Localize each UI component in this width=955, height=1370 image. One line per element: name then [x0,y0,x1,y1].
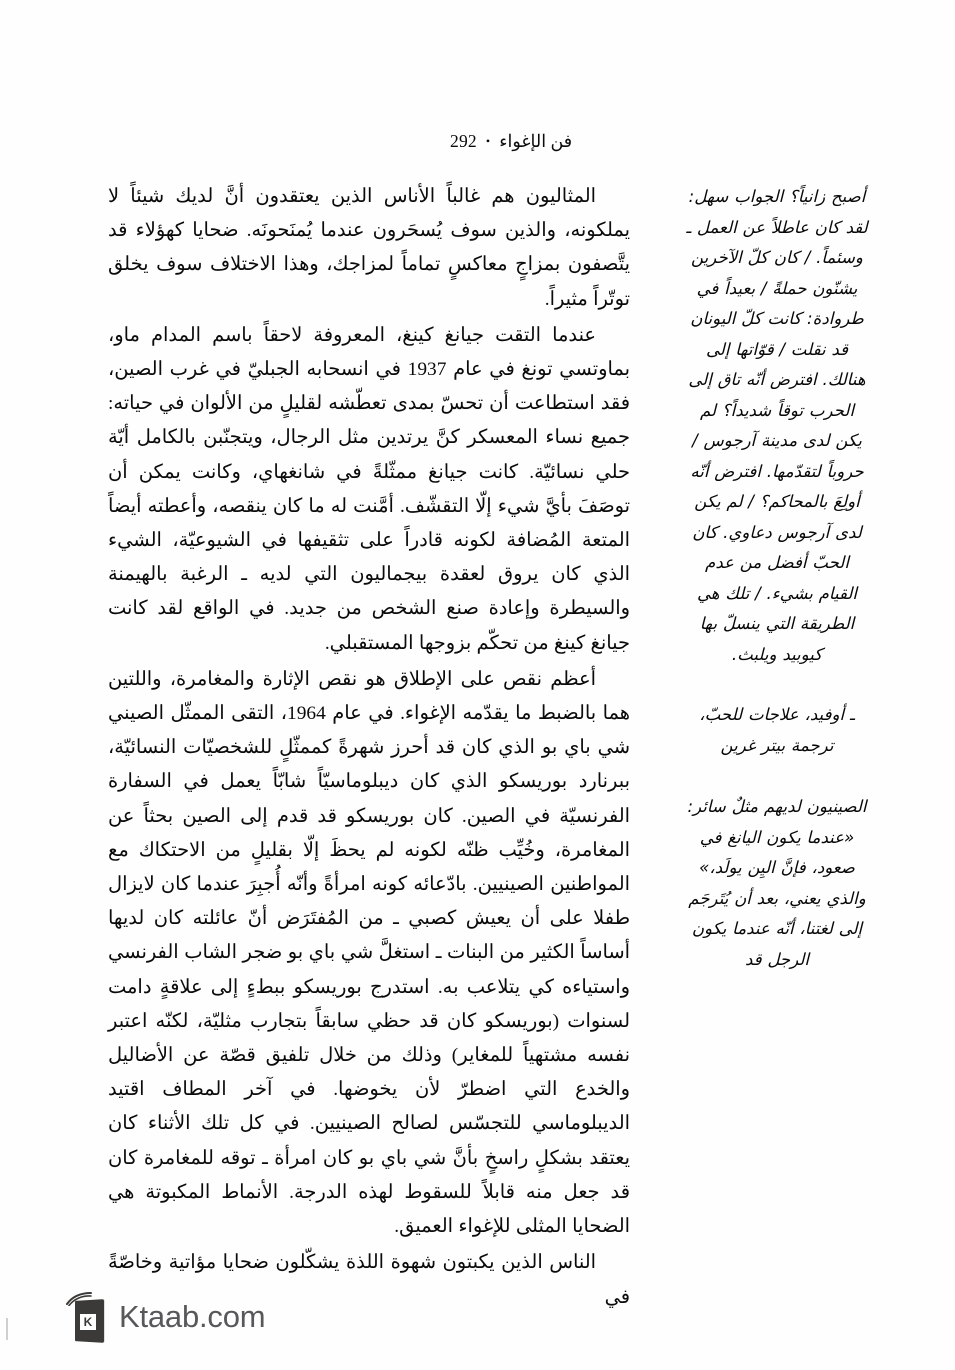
watermark-site-name: Ktaab.com [119,1298,266,1334]
running-header [450,131,870,152]
margin-quote-column [684,182,870,975]
page-number: 292 [450,131,477,151]
logo-letter: K [80,1314,96,1330]
book-logo-icon [66,1290,108,1342]
site-watermark [66,1290,265,1342]
margin-quote-attribution: ـ أوفيد، علاجات للحبّ، ترجمة بيتر غرين [699,705,855,755]
paragraph: عندما التقت جيانغ كينغ، المعروفة لاحقاً باسم المدام ماو، بماوتسي تونغ في عام 1937 في انسحابه الجبليّ في غرب الصين، فقد استطاعت أن تحسّ بمدى تعطّشه لقليلٍ من الألوان في حياته: جميع نساء المعسكر كنَّ يرتدين مثل الرجال، ويتجنّبن بالكامل أيّة حلي نسائيّة. كانت جيانغ ممثّلةً في شانغهاي، وكانت يمكن أن توصَفَ بأيَّ شيء إلّا التقشّف. أمَّنت له ما كان ينقصه، وأعطته أيضاً المتعة المُضافة لكونه قادراً على تثقيفها في الشيوعيّة، الشيء الذي كان يروق لعقدة بيجماليون التي لديه ـ الرغبة بالهيمنة والسيطرة وإعادة صنع الشخص من جديد. في الواقع لقد كانت جيانغ كينغ من تحكّم بزوجها المستقبلي. [108,324,630,654]
page-edge-tick [6,1318,8,1340]
page-body [85,180,870,1308]
paragraph: أعظم نقص على الإطلاق هو نقص الإثارة والمغامرة، واللتين هما بالضبط ما يقدّمه الإغواء. في عام 1964، التقى الممثّل الصيني شي باي بو الذي كان قد أحرز شهرةً كممثّلٍ للشخصيّات النسائيّة، ببرنارد بوريسكو الذي كان ديبلوماسيّاً شابّاً يعمل في السفارة الفرنسيّة في الصين. كان بوريسكو قد قدم إلى الصين بحثاً عن المغامرة، وخُيِّب ظنّه لكونه لم يحظَ إلّا بقليلٍ من الاحتكاك مع المواطنين الصينيين. بادّعائه كونه امرأةً وأنّه أُجبِرَ عندما كان لايزال طفلا على أن يعيش كصبي ـ من المُفتَرَض أنّ عائلته كان لديها أساساً الكثير من البنات ـ استغلَّ شي باي بو ضجر الشاب الفرنسي واستياءه كي يتلاعب به. استدرج بوريسكو ببطءٍ إلى علاقةٍ دامت لسنوات (بوريسكو كان قد حظي سابقاً بتجارب مثليّة، لكنّه اعتبر نفسه مشتهياً للمغاير) وذلك من خلال تلفيق قصّة عن الأضاليل والخدع التي اضطرّ لأن يخوضها. في آخر المطاف اقتيد الديبلوماسي للتجسّس لصالح الصينيين. في كل تلك الأثناء كان يعتقد بشكلٍ راسخٍ بأنَّ شي باي بو كان امرأة ـ توقه للمغامرة كان قد جعل منه قابلاً للسقوط لهذه الدرجة. الأنماط المكبوتة هي الضحايا المثلى للإغواء العميق. [108,668,630,1238]
margin-quote-text: أصبح زانياً؟ الجواب سهل: لقد كان عاطلاً عن العمل ـ وسئماً. / كان كلّ الآخرين يشنّون حملةً / بعيداً في طروادة: كانت كلّ اليونان قد نقلت / قوّاتها إلى هنالك. افترض أنّه تاق إلى الحرب توقاً شديداً؟ لم يكن لدى مدينة آرجوس / حروباً لتقدّمها. افترض أنّه أولِعَ بالمحاكم؟ / لم يكن لدى آرجوس دعاوي. كان الحبّ أفضل من عدم القيام بشيء. / تلك هي الطريقة التي ينسلّ بها كيوبيد ويلبث. [686,187,868,664]
main-text-column [108,180,630,1317]
header-separator-bullet: • [485,133,491,148]
running-header-inner [450,131,572,152]
paragraph: المثاليون هم غالباً الأناس الذين يعتقدون أنَّ لديك شيئاً لا يملكونه، والذين سوف يُسحَرون عندما يُمنَحونَه. ضحايا كهؤلاء قد يتَّصفون بمزاجٍ معاكسٍ تماماً لمزاجك، وهذا الاختلاف سوف يخلق توتّراً مثيراً. [108,186,630,310]
paragraph: الناس الذين يكبتون شهوة اللذة يشكّلون ضحايا مؤاتية وخاصّةً في [108,1252,630,1308]
margin-quote-text-secondary: الصينيون لديهم مثلٌ سائر: «عندما يكون اليانغ في صعود، فإنَّ اليِن يولَد،» والذي يعني، بعد أن يُتَرجَم إلى لغتنا، أنّه عندما يكون الرجل قد [687,797,867,969]
book-title: فن الإغواء [499,131,573,151]
